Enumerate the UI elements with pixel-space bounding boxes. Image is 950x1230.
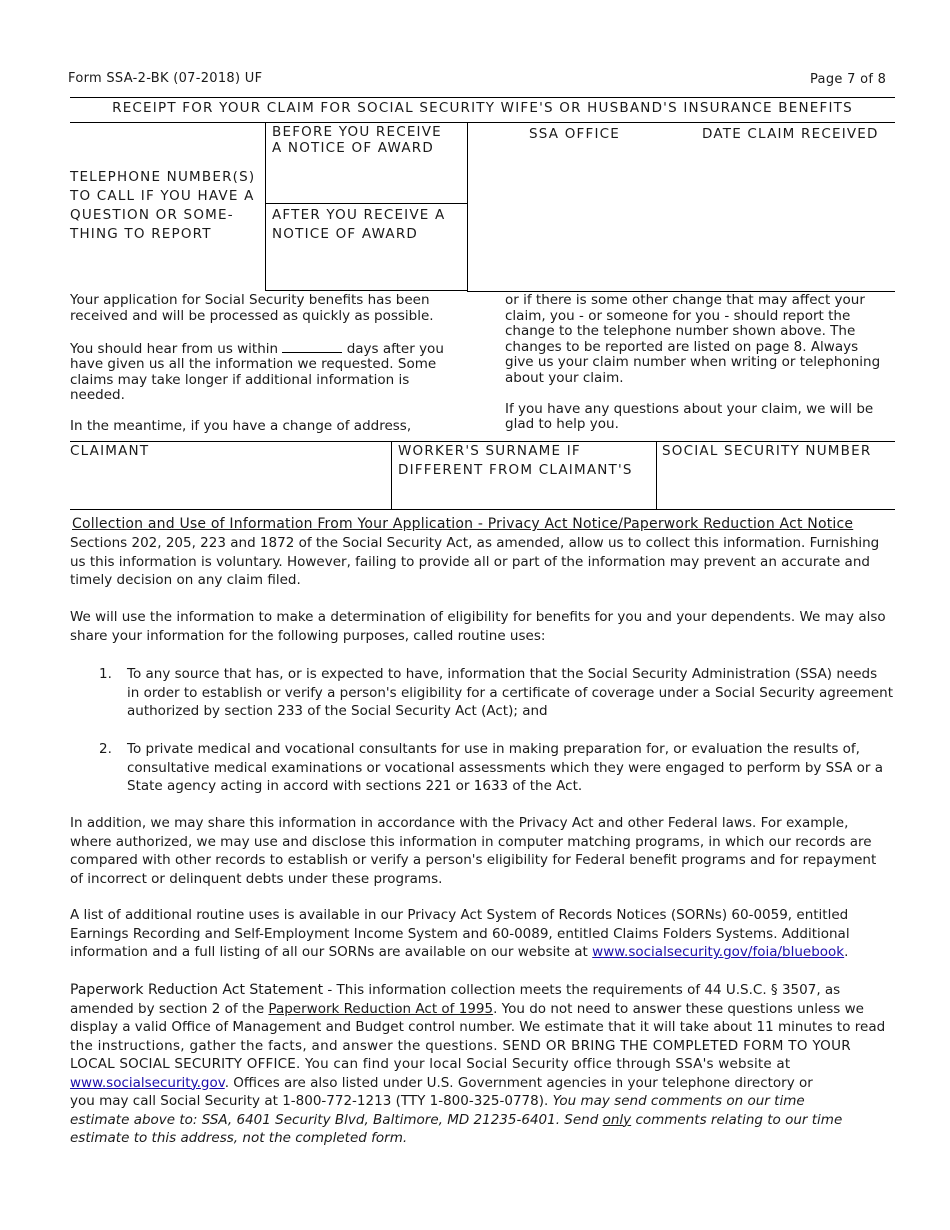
form-id: Form SSA-2-BK (07-2018) UF <box>68 71 263 86</box>
paperwork-statement: Paperwork Reduction Act Statement - This information collection meets the requirements of 44 U.S.C. § 3507, as amended by section 2 of the Paperwork Reduction Act of 1995. You do not need to answer these questions unless we display a valid Office of Management and Budget control number. We estimate that it will take about 11 minutes to read the instructions, gather the facts, and answer the questions. SEND OR BRING THE COMPLETED FORM TO YOUR LOCAL SOCIAL SECURITY OFFICE. You can find your local Social Security office through SSA's website at www.socialsecurity.gov. Offices are also listed under U.S. Government agencies in your telephone directory or you may call Social Security at 1-800-772-1213 (TTY 1-800-325-0778). You may send comments on our time estimate above to: SSA, 6401 Security Blvd, Baltimore, MD 21235-6401. Send only comments relating to our time estimate to this address, not the completed form. <box>70 982 886 1146</box>
page-number: Page 7 of 8 <box>810 72 887 87</box>
privacy-heading: Collection and Use of Information From Your Application - Privacy Act Notice/Paperwork Reduction Act Notice <box>72 516 854 532</box>
paperwork-title: Paperwork Reduction Act Statement <box>70 982 324 998</box>
receipt-text-right: or if there is some other change that may affect your claim, you - or someone for you - should report the change to the telephone number shown above. The changes to be reported are listed on page 8. Always give us your claim number when writing or telephoning about your claim. If you have any questions about your claim, we will be glad to help you. <box>505 292 881 432</box>
privacy-paragraph-1: Sections 202, 205, 223 and 1872 of the Social Security Act, as amended, allow us to collect this information. Furnishing us this information is voluntary. However, failing to provide all or part of the information may prevent an accurate and timely decision on any claim filed. <box>70 535 880 588</box>
surname-label: WORKER'S SURNAME IF DIFFERENT FROM CLAIMANT'S <box>398 443 633 478</box>
claimant-label: CLAIMANT <box>70 443 150 459</box>
rule-v-office <box>467 122 468 291</box>
routine-use-2-number: 2. <box>99 741 112 757</box>
ssa-website-link[interactable]: www.socialsecurity.gov <box>70 1074 225 1091</box>
routine-use-2: To private medical and vocational consultants for use in making preparation for, or evaluation the results of, consultative medical examinations or vocational assessments which they were engaged to perform by SSA or a State agency acting in accord with sections 221 or 1633 of the Act. <box>127 741 883 794</box>
rule-top <box>70 97 895 98</box>
after-award-field[interactable] <box>266 245 466 289</box>
receipt-text-left: Your application for Social Security benefits has been received and will be processed as quickly as possible. You should hear from us within days after you have given us all the information we requested. Some claims may take longer if additional information is needed. In the meantime, if you have a change of address, <box>70 292 444 434</box>
routine-use-1-number: 1. <box>99 666 112 682</box>
days-blank[interactable] <box>282 340 342 353</box>
before-award-field[interactable] <box>266 160 466 202</box>
date-claim-label: DATE CLAIM RECEIVED <box>702 126 879 142</box>
ssa-office-label: SSA OFFICE <box>529 126 621 142</box>
receipt-title: RECEIPT FOR YOUR CLAIM FOR SOCIAL SECURITY WIFE'S OR HUSBAND'S INSURANCE BENEFITS <box>112 100 853 116</box>
ssn-field[interactable] <box>659 462 893 507</box>
rule-under-title <box>70 122 895 123</box>
routine-use-1: To any source that has, or is expected to have, information that the Social Security Administration (SSA) needs in order to establish or verify a person's eligibility for a certificate of coverage under a Social Security agreement authorized by section 233 of the Social Security Act (Act); and <box>127 666 894 719</box>
privacy-paragraph-3: In addition, we may share this information in accordance with the Privacy Act and other Federal laws. For example, where authorized, we may use and disclose this information in computer matching programs, in which our records are compared with other records to establish or verify a person's eligibility for Federal benefit programs and for repayment of incorrect or delinquent debts under these programs. <box>70 815 877 887</box>
pra-1995-reference: Paperwork Reduction Act of 1995 <box>268 1000 494 1017</box>
rule-claimant-bottom <box>70 509 895 510</box>
claimant-field[interactable] <box>72 462 388 507</box>
after-award-label: AFTER YOU RECEIVE A NOTICE OF AWARD <box>272 207 446 242</box>
rule-v-claimant <box>391 441 392 509</box>
surname-field[interactable] <box>394 482 654 507</box>
rule-v-ssn <box>656 441 657 509</box>
privacy-paragraph-2: We will use the information to make a determination of eligibility for benefits for you and your dependents. We may also share your information for the following purposes, called routine uses: <box>70 609 886 644</box>
rule-receipt-bottom-left <box>265 290 467 291</box>
privacy-paragraph-4: A list of additional routine uses is available in our Privacy Act System of Records Notices (SORNs) 60-0059, entitled Earnings Recording and Self-Employment Income System and 60-0089, entitled Claims Folders Systems. Additional information and a full listing of all our SORNs are available on our website at www.socialsecurity.gov/foia/bluebook. <box>70 907 850 960</box>
phone-label: TELEPHONE NUMBER(S) TO CALL IF YOU HAVE A QUESTION OR SOME- THING TO REPORT <box>70 169 256 242</box>
date-claim-field[interactable] <box>690 148 894 288</box>
bluebook-link[interactable]: www.socialsecurity.gov/foia/bluebook <box>592 944 845 960</box>
rule-before-after <box>265 203 467 204</box>
ssn-label: SOCIAL SECURITY NUMBER <box>662 443 872 459</box>
before-award-label: BEFORE YOU RECEIVE A NOTICE OF AWARD <box>272 124 442 156</box>
ssa-office-field[interactable] <box>470 148 680 288</box>
